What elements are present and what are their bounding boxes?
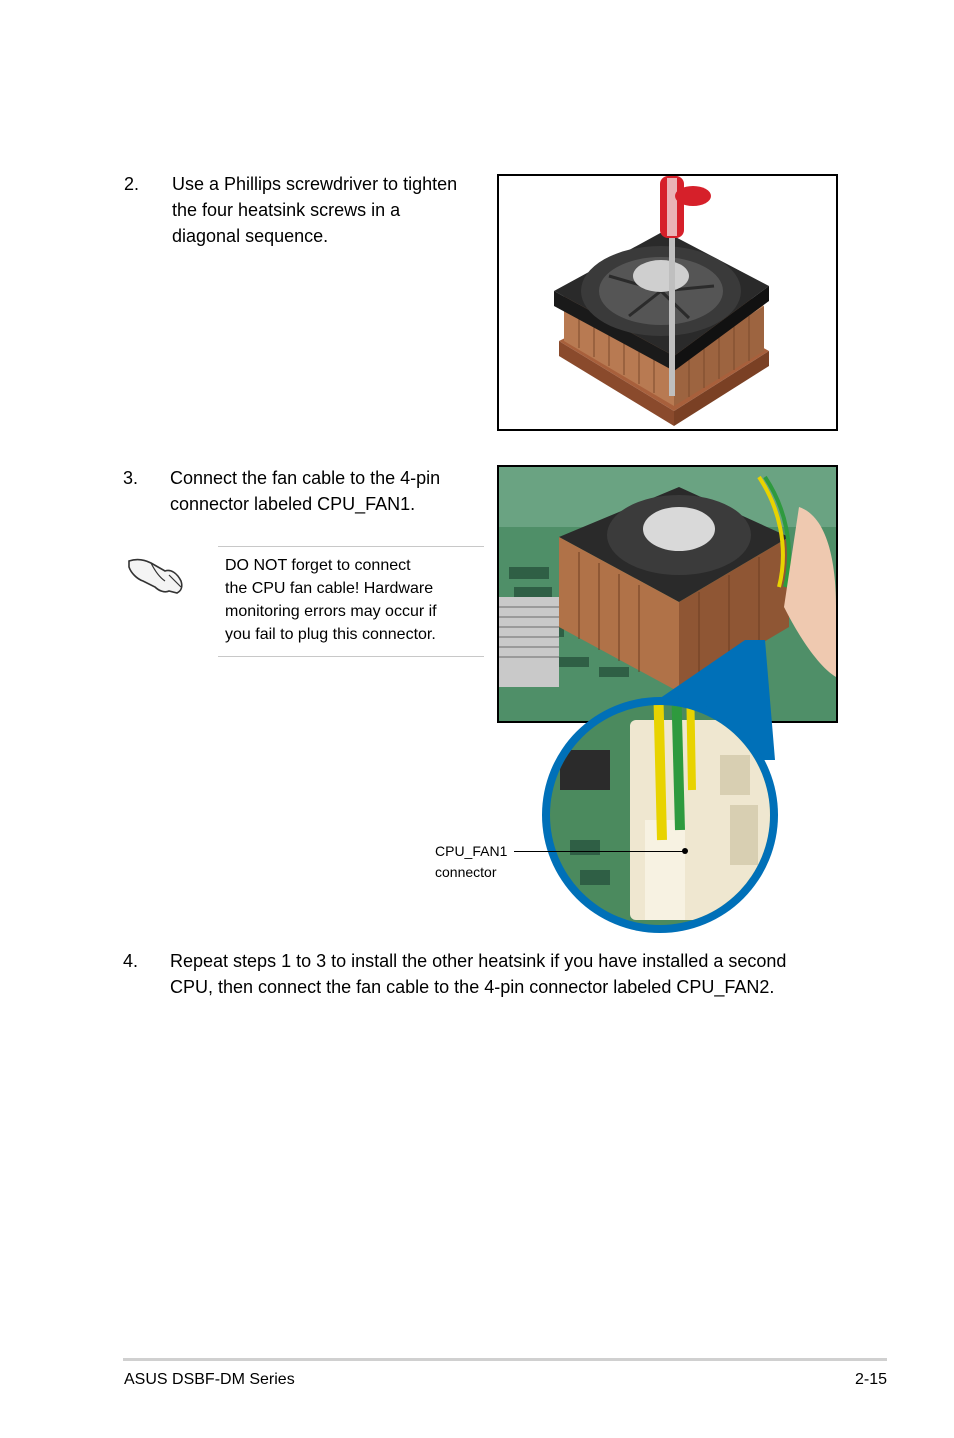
step-3-line-1: Connect the fan cable to the 4-pin <box>170 468 441 488</box>
step-4-text <box>170 948 870 1000</box>
step-2-line-1: Use a Phillips screwdriver to tighten <box>172 174 458 194</box>
step-2-line-3: diagonal sequence. <box>172 226 329 246</box>
footer-product-name: ASUS DSBF-DM Series <box>124 1371 295 1388</box>
callout-line-2: connector <box>435 864 497 880</box>
step-3-text <box>170 465 490 517</box>
heatsink-screwdriver-illustration <box>499 176 836 429</box>
footer-rule <box>123 1358 887 1361</box>
step-4-number: 4. <box>123 951 139 971</box>
note-line-1: DO NOT forget to connect <box>225 557 411 574</box>
callout-line-1: CPU_FAN1 <box>435 843 508 859</box>
heatsink-screwdriver-photo <box>497 174 838 431</box>
step-3-line-2: connector labeled CPU_FAN1. <box>170 494 416 514</box>
connector-magnifier <box>540 640 840 940</box>
step-2-number: 2. <box>124 174 140 194</box>
note-line-2: the CPU fan cable! Hardware <box>225 580 434 597</box>
step-2-text <box>172 171 492 249</box>
note-box <box>218 546 484 657</box>
callout-leader-line <box>514 851 684 852</box>
step-4-line-1: Repeat steps 1 to 3 to install the other heatsink if you have installed a second <box>170 951 787 971</box>
note-line-4: you fail to plug this connector. <box>225 626 436 643</box>
step-3-number: 3. <box>123 468 139 488</box>
hand-pointing-icon <box>125 551 187 599</box>
callout-dot <box>682 848 688 854</box>
step-4-line-2: CPU, then connect the fan cable to the 4-pin connector labeled CPU_FAN2. <box>170 977 775 997</box>
note-line-3: monitoring errors may occur if <box>225 603 437 620</box>
footer-page-number: 2-15 <box>854 1371 887 1388</box>
callout-label <box>435 841 507 883</box>
step-2-line-2: the four heatsink screws in a <box>172 200 401 220</box>
note-text <box>225 554 437 646</box>
